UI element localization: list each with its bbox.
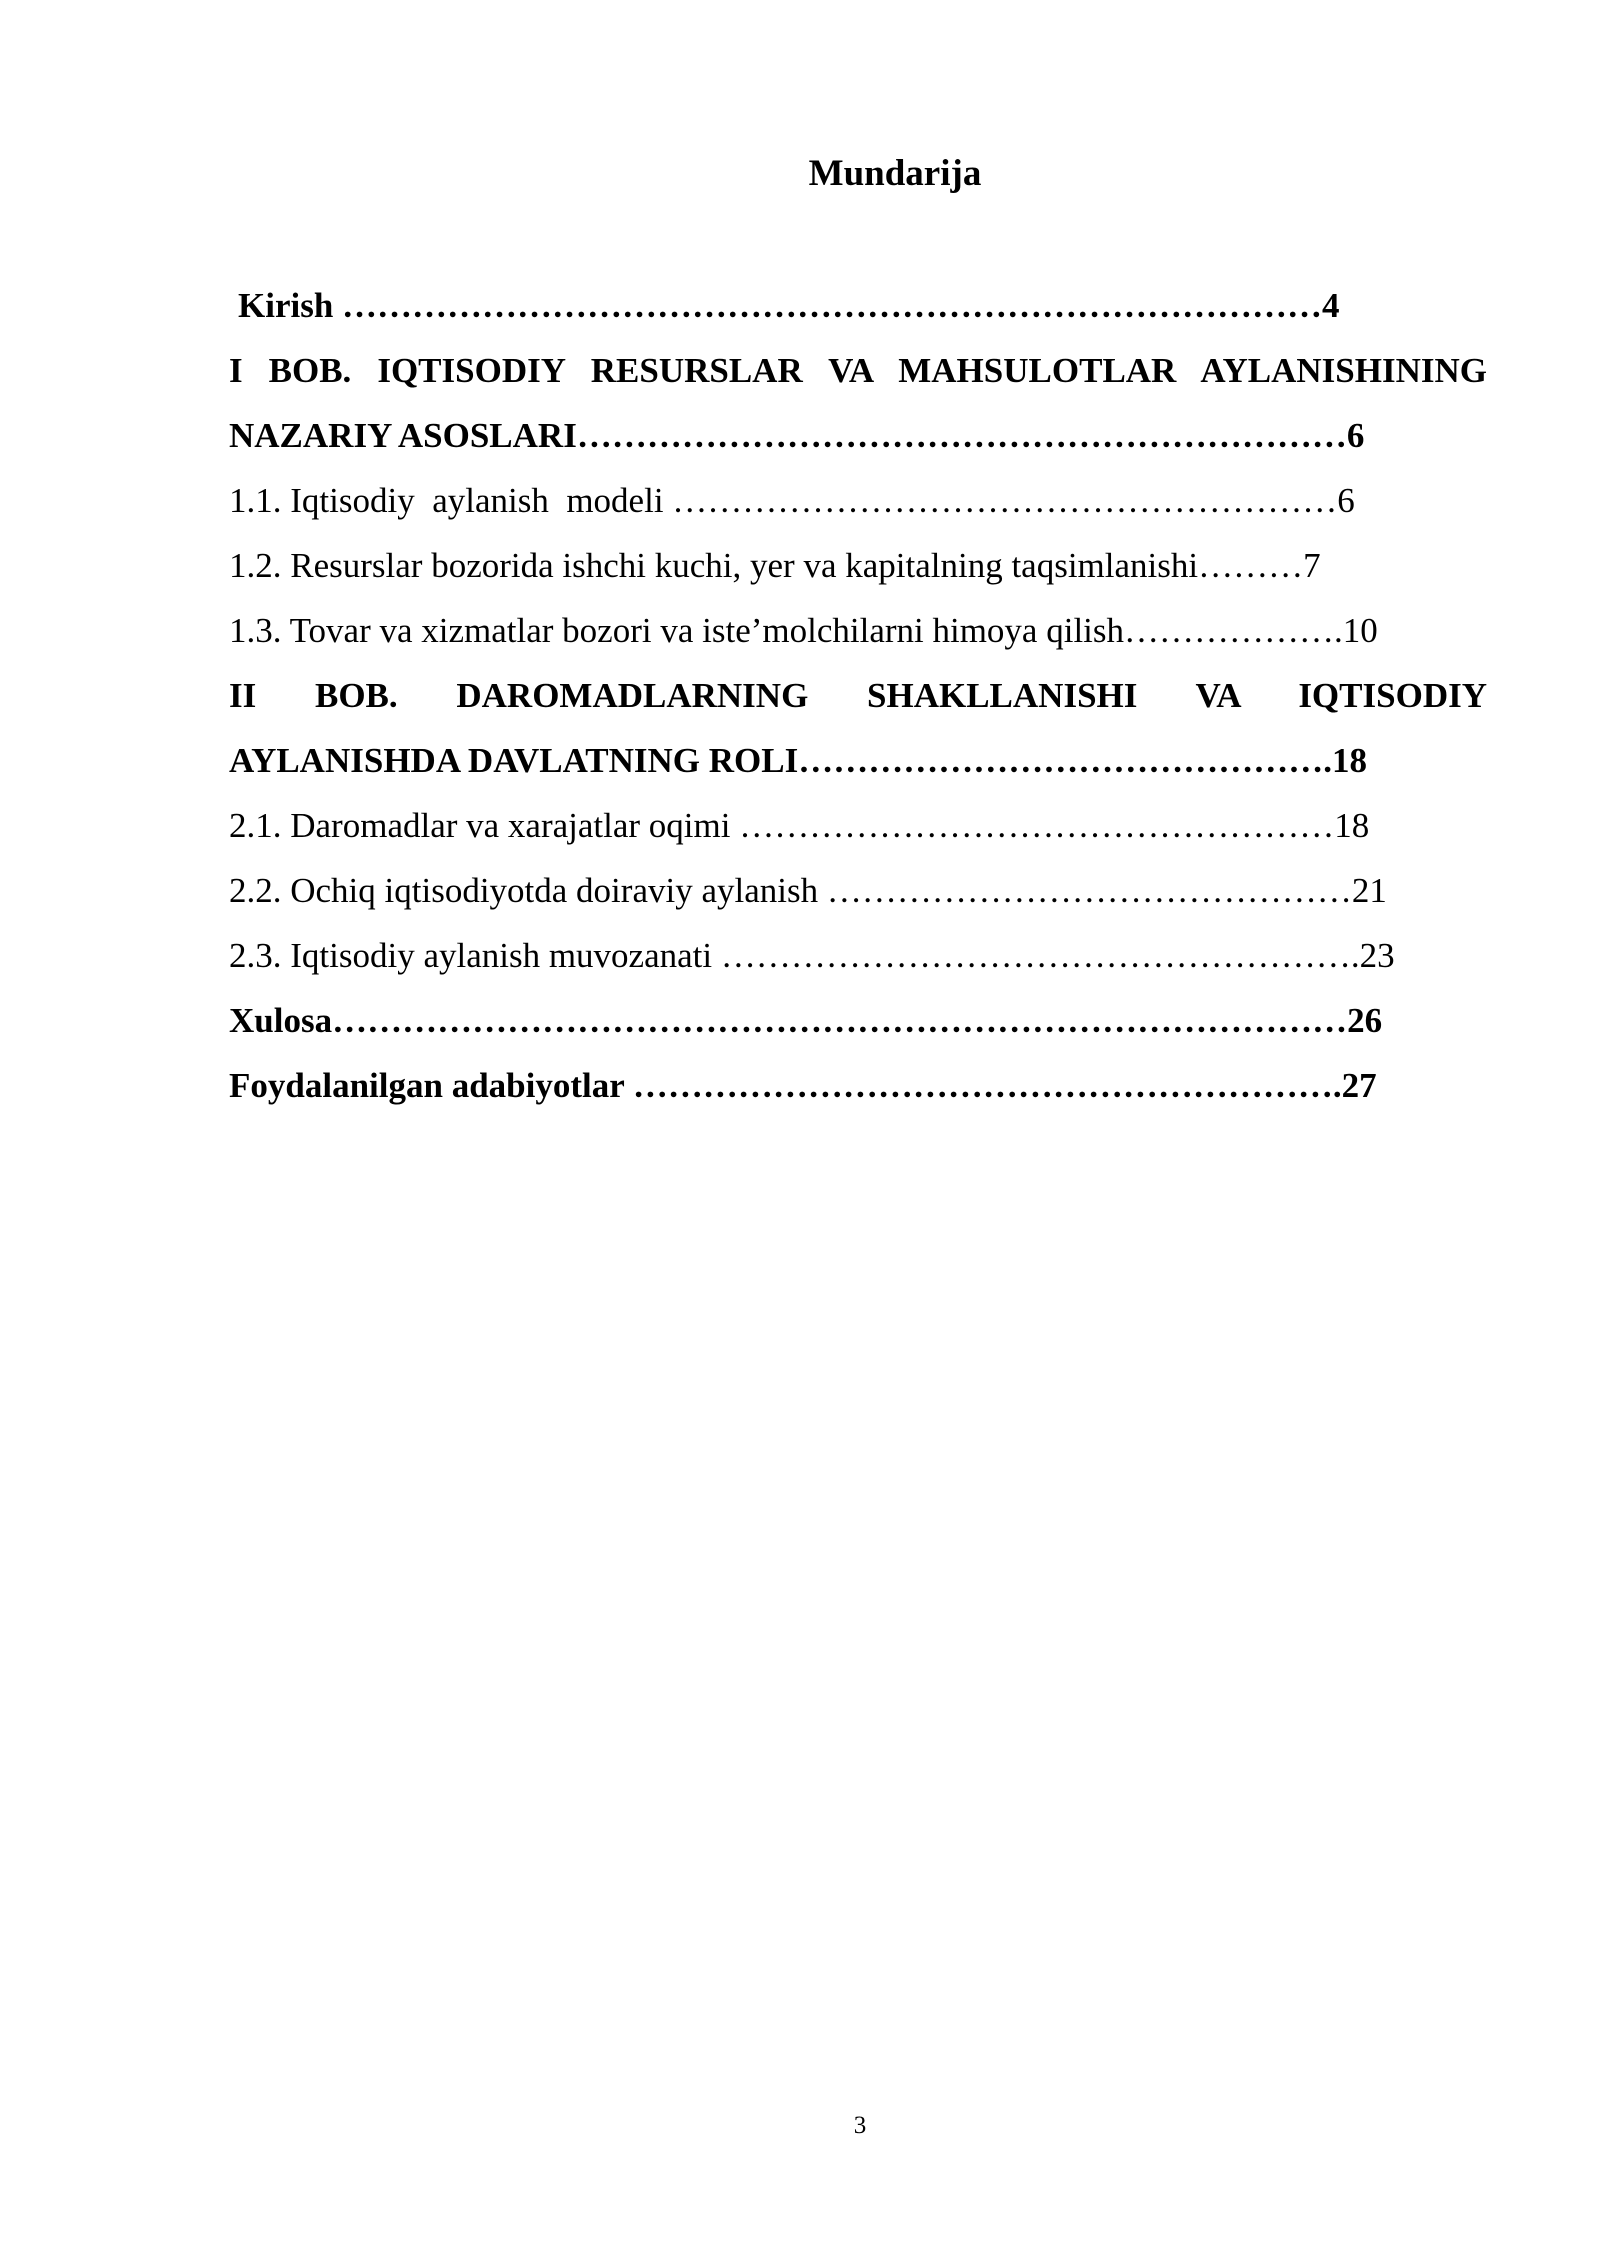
toc-entry-2-2: 2.2. Ochiq iqtisodiyotda doiraviy aylanish ………………………………………21 bbox=[229, 871, 1387, 910]
toc-chapter-1-title-line-1: I BOB. IQTISODIY RESURSLAR VA MAHSULOTLAR AYLANISHINING bbox=[229, 351, 1487, 390]
toc-entry-1-2: 1.2. Resurslar bozorida ishchi kuchi, yer va kapitalning taqsimlanishi………7 bbox=[229, 546, 1321, 585]
toc-entry-2-1: 2.1. Daromadlar va xarajatlar oqimi ……………………………………………18 bbox=[229, 806, 1370, 845]
toc-entry-xulosa: Xulosa……………………………………………………………………………26 bbox=[229, 1001, 1383, 1040]
toc-entry-1-3: 1.3. Tovar va xizmatlar bozori va iste’molchilarni himoya qilish……………….10 bbox=[229, 611, 1378, 650]
page-title: Mundarija bbox=[808, 153, 982, 194]
toc-entry-2-3: 2.3. Iqtisodiy aylanish muvozanati ……………………………………………….23 bbox=[229, 936, 1395, 975]
page-number: 3 bbox=[853, 2112, 867, 2139]
toc-entry-references: Foydalanilgan adabiyotlar …………………………………………………….27 bbox=[229, 1066, 1377, 1105]
toc-entry-1-1: 1.1. Iqtisodiy aylanish modeli …………………………………………………6 bbox=[229, 481, 1355, 520]
toc-entry-kirish: Kirish …………………………………………………………………………4 bbox=[238, 286, 1340, 325]
toc-chapter-1-title-line-2: NAZARIY ASOSLARI…………………………………………………………6 bbox=[229, 416, 1365, 455]
toc-chapter-2-title-line-2: AYLANISHDA DAVLATNING ROLI……………………………………….18 bbox=[229, 741, 1367, 780]
toc-chapter-2-title-line-1: II BOB. DAROMADLARNING SHAKLLANISHI VA IQTISODIY bbox=[229, 676, 1487, 715]
